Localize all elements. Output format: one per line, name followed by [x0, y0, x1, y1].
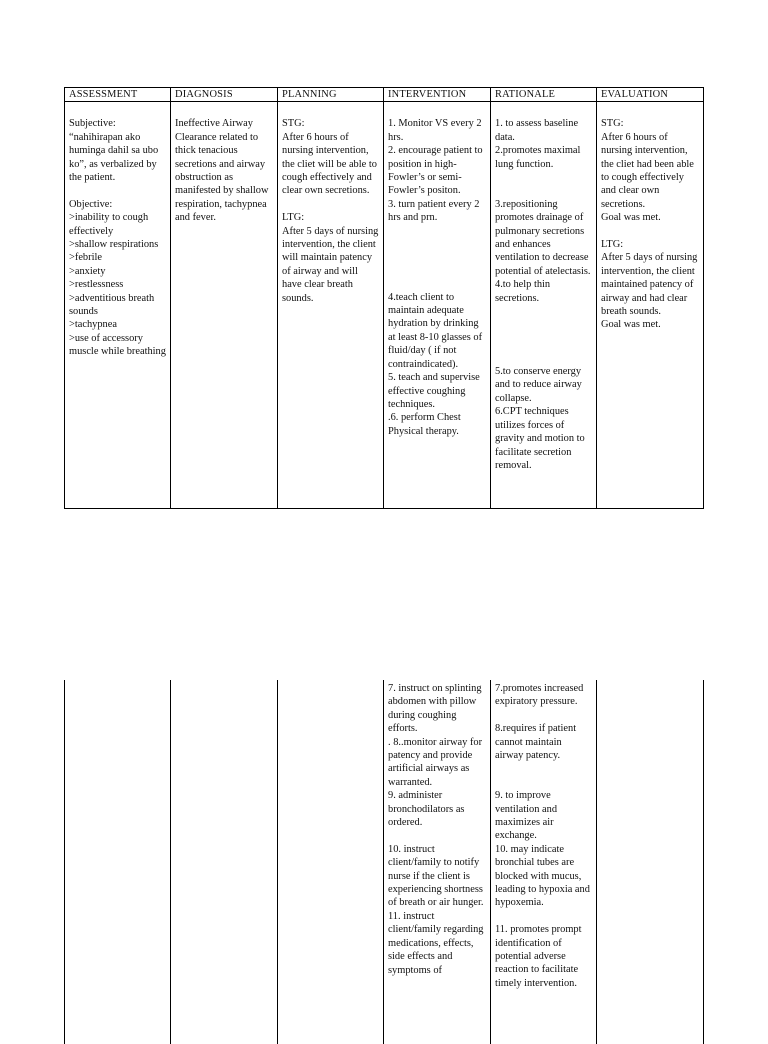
rationale-item: 2.promotes maximal lung function. [495, 145, 581, 170]
rationale-item: 10. may indicate bronchial tubes are blocked with mucus, leading to hypoxia and hypoxemia. [495, 843, 590, 909]
rationale-item: 8.requires if patient cannot maintain airway patency. [495, 723, 577, 762]
planning-ltg-label: LTG: [282, 212, 305, 224]
evaluation-cell-continued [597, 680, 704, 1044]
intervention-item: 3. turn patient every 2 hrs and prn. [388, 198, 480, 224]
intervention-item: 2. encourage patient to position in high-Fowler’s or semi-Fowler’s positon. [388, 145, 483, 197]
nursing-care-plan-table [64, 87, 704, 509]
diagnosis-cell [171, 102, 278, 509]
rationale-item: 7.promotes increased expiratory pressure. [495, 683, 584, 708]
subjective-text: “nahihirapan ako huminga dahil sa ubo ko”, as verbalized by the patient. [69, 131, 159, 184]
intervention-cell [384, 102, 491, 509]
rationale-item: 1. to assess baseline data. [495, 118, 579, 143]
intervention-item: 10. instruct client/family to notify nurse if the client is experiencing shortness of breath or air hunger. [388, 843, 484, 909]
planning-cell [278, 102, 384, 509]
evaluation-stg-result: Goal was met. [601, 212, 661, 224]
objective-item: >adventitious breath sounds [69, 292, 155, 318]
subjective-label: Subjective: [69, 118, 116, 130]
intervention-item: 4.teach client to maintain adequate hydration by drinking at least 8-10 glasses of fluid/day ( if not contraindicated). [388, 291, 483, 370]
intervention-item: . 8..monitor airway for patency and provide artificial airways as warranted. [388, 736, 483, 788]
planning-ltg-text: After 5 days of nursing intervention, the client will maintain patency of airway and will have clear breath sounds. [282, 225, 379, 304]
rationale-cell [491, 102, 597, 509]
assessment-cell [65, 102, 171, 509]
header-planning: PLANNING [278, 88, 384, 102]
diagnosis-text: Ineffective Airway Clearance related to thick tenacious secretions and airway obstruction as manifested by shallow respiration, tachypnea and fever. [175, 118, 269, 224]
nursing-care-plan-continuation-table [64, 680, 704, 1044]
rationale-cell-continued [491, 680, 597, 1044]
planning-stg-text: After 6 hours of nursing intervention, the cliet will be able to cough effectively and clear own secretions. [282, 131, 377, 197]
header-evaluation: EVALUATION [597, 88, 704, 102]
intervention-item: 1. Monitor VS every 2 hrs. [388, 118, 482, 143]
evaluation-stg-text: After 6 hours of nursing intervention, the cliet had been able to cough effectively and clear own secretions. [601, 131, 694, 210]
diagnosis-cell-continued [171, 680, 278, 1044]
header-assessment: ASSESSMENT [65, 88, 171, 102]
objective-item: >anxiety [69, 265, 106, 277]
header-intervention: INTERVENTION [384, 88, 491, 102]
objective-label: Objective: [69, 198, 113, 210]
intervention-cell-continued [384, 680, 491, 1044]
planning-stg-label: STG: [282, 118, 305, 130]
intervention-item: 7. instruct on splinting abdomen with pillow during coughing efforts. [388, 683, 482, 735]
rationale-item: 5.to conserve energy and to reduce airway collapse. [495, 366, 582, 404]
table-row [65, 102, 704, 509]
rationale-item: 6.CPT techniques utilizes forces of gravity and motion to facilitate secretion removal. [495, 406, 585, 471]
evaluation-ltg-label: LTG: [601, 239, 624, 251]
evaluation-stg-label: STG: [601, 118, 624, 130]
rationale-item: 11. promotes prompt identification of potential adverse reaction to facilitate timely intervention. [495, 924, 582, 989]
intervention-item: 11. instruct client/family regarding medications, effects, side effects and symptoms of [388, 910, 484, 976]
objective-item: >shallow respirations [69, 239, 159, 251]
evaluation-ltg-result: Goal was met. [601, 319, 661, 331]
header-diagnosis: DIAGNOSIS [171, 88, 278, 102]
assessment-cell-continued [65, 680, 171, 1044]
objective-item: >use of accessory muscle while breathing [69, 332, 166, 358]
intervention-item: .6. perform Chest Physical therapy. [388, 412, 461, 437]
evaluation-ltg-text: After 5 days of nursing intervention, the client maintained patency of airway and had clear breath sounds. [601, 252, 698, 318]
rationale-item: 3.repositioning promotes drainage of pulmonary secretions and enhances ventilation to decrease potential of atelectasis. [495, 198, 591, 277]
objective-item: >inability to cough effectively [69, 212, 149, 237]
intervention-item: 9. administer bronchodilators as ordered. [388, 790, 465, 829]
rationale-item: 9. to improve ventilation and maximizes air exchange. [495, 790, 558, 842]
intervention-item: 5. teach and supervise effective coughing techniques. [388, 372, 480, 410]
evaluation-cell [597, 102, 704, 509]
table-header-row [65, 88, 704, 102]
objective-item: >restlessness [69, 279, 124, 291]
planning-cell-continued [278, 680, 384, 1044]
header-rationale: RATIONALE [491, 88, 597, 102]
objective-item: >febrile [69, 252, 102, 264]
objective-item: >tachypnea [69, 319, 117, 331]
table-row [65, 680, 704, 1044]
rationale-item: 4.to help thin secretions. [495, 279, 551, 304]
